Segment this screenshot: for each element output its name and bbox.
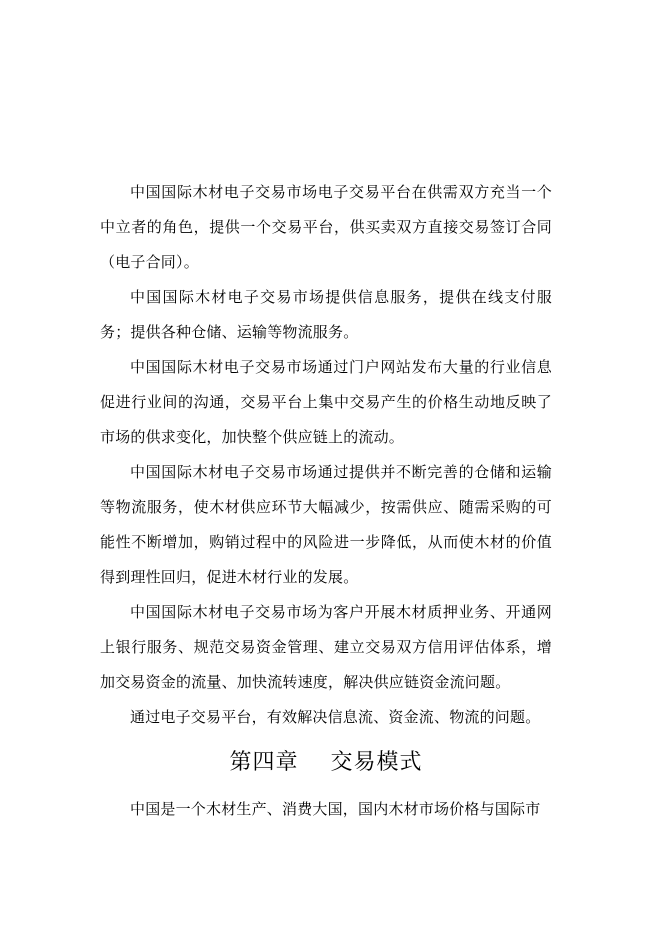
paragraph-industry-info: 中国国际木材电子交易市场通过门户网站发布大量的行业信息促进行业间的沟通，交易平台上集中交易产生的价格生动地反映了市场的供求变化，加快整个供应链上的流动。: [100, 358, 552, 446]
document-body: [100, 175, 552, 827]
paragraph-logistics: 中国国际木材电子交易市场通过提供并不断完善的仓储和运输等物流服务，使木材供应环节大幅减少，按需供应、随需采购的可能性不断增加，购销过程中的风险进一步降低，从而使木材的价值得到理性回归，促进木材行业的发展。: [100, 463, 552, 586]
paragraph-finance: 中国国际木材电子交易市场为客户开展木材质押业务、开通网上银行服务、规范交易资金管理、建立交易双方信用评估体系，增加交易资金的流量、加快流转速度，解决供应链资金流问题。: [100, 603, 552, 691]
paragraph-services: 中国国际木材电子交易市场提供信息服务，提供在线支付服务；提供各种仓储、运输等物流服务。: [100, 288, 552, 341]
paragraph-chapter-intro: 中国是一个木材生产、消费大国，国内木材市场价格与国际市: [130, 800, 541, 818]
paragraph-platform-role: 中国国际木材电子交易市场电子交易平台在供需双方充当一个中立者的角色，提供一个交易平台，供买卖双方直接交易签订合同（电子合同）。: [100, 183, 552, 271]
chapter-heading: 第四章 交易模式: [229, 750, 423, 775]
paragraph-summary: 通过电子交易平台，有效解决信息流、资金流、物流的问题。: [130, 708, 541, 726]
